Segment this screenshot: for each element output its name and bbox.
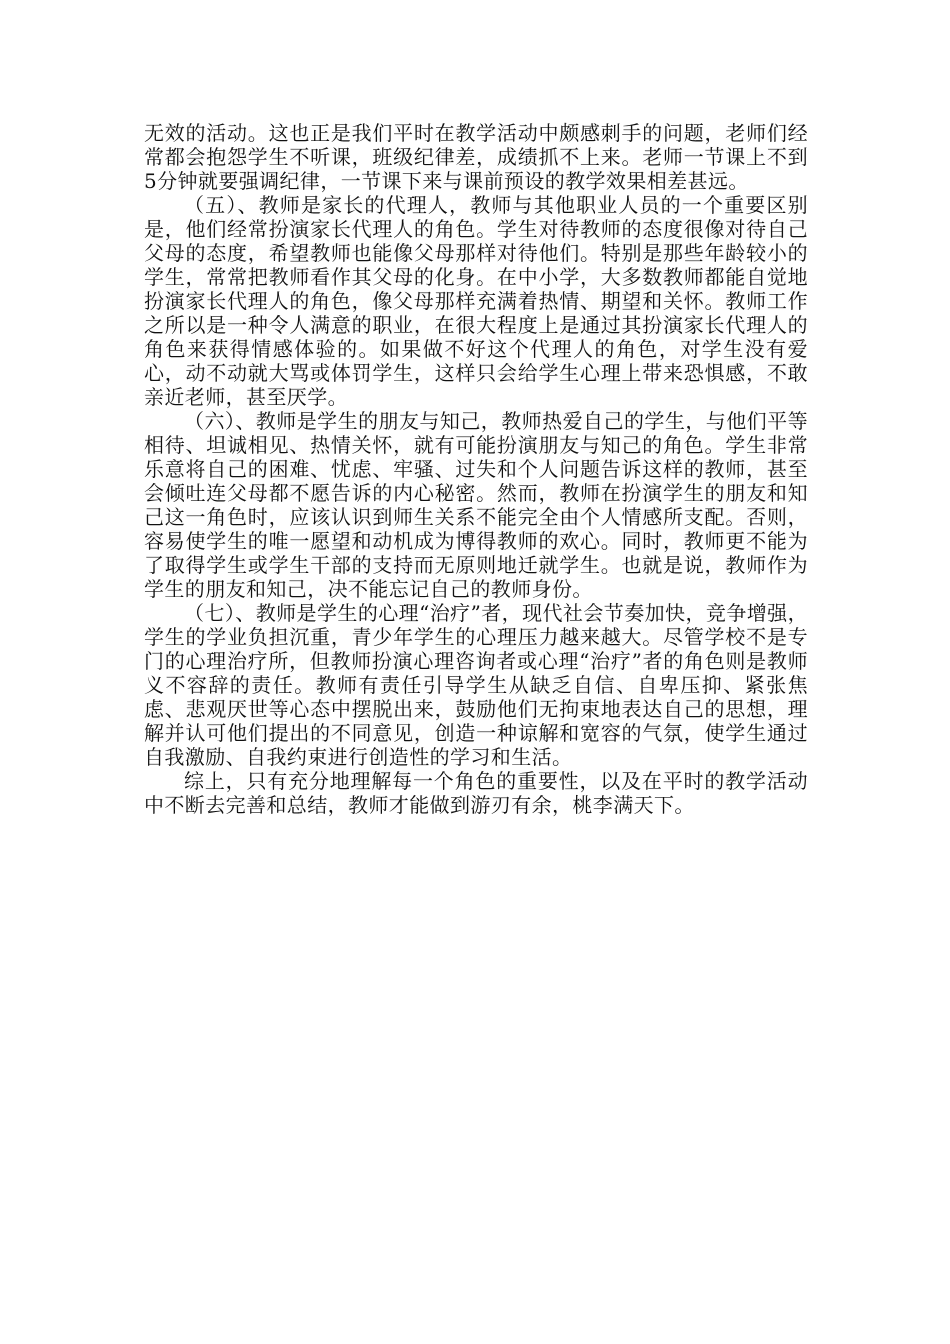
paragraph-conclusion: 综上，只有充分地理解每一个角色的重要性，以及在平时的教学活动中不断去完善和总结，教师才能做到游刃有余，桃李满天下。: [144, 769, 808, 817]
paragraph-role-psychological-therapist: （七）、教师是学生的心理“治疗”者，现代社会节奏加快，竞争增强，学生的学业负担沉重，青少年学生的心理压力越来越大。尽管学校不是专门的心理治疗所，但教师扮演心理咨询者或心理“治疗”者的角色则是教师义不容辞的责任。教师有责任引导学生从缺乏自信、自卑压抑、紧张焦虑、悲观厌世等心态中摆脱出来，鼓励他们无拘束地表达自己的思想，理解并认可他们提出的不同意见，创造一种谅解和宽容的气氛，使学生通过自我激励、自我约束进行创造性的学习和生活。: [144, 601, 808, 769]
paragraph-role-friend: （六）、教师是学生的朋友与知己，教师热爱自己的学生，与他们平等相待、坦诚相见、热情关怀，就有可能扮演朋友与知己的角色。学生非常乐意将自己的困难、忧虑、牢骚、过失和个人问题告诉这样的教师，甚至会倾吐连父母都不愿告诉的内心秘密。然而，教师在扮演学生的朋友和知己这一角色时，应该认识到师生关系不能完全由个人情感所支配。否则，容易使学生的唯一愿望和动机成为博得教师的欢心。同时，教师更不能为了取得学生或学生干部的支持而无原则地迁就学生。也就是说，教师作为学生的朋友和知己，决不能忘记自己的教师身份。: [144, 409, 808, 601]
document-body: [144, 121, 808, 817]
paragraph-continuation: 无效的活动。这也正是我们平时在教学活动中颇感刺手的问题，老师们经常都会抱怨学生不听课，班级纪律差，成绩抓不上来。老师一节课上不到5分钟就要强调纪律，一节课下来与课前预设的教学效果相差甚远。: [144, 121, 808, 193]
paragraph-role-parent-proxy: （五）、教师是家长的代理人，教师与其他职业人员的一个重要区别是，他们经常扮演家长代理人的角色。学生对待教师的态度很像对待自己父母的态度，希望教师也能像父母那样对待他们。特别是那些年龄较小的学生，常常把教师看作其父母的化身。在中小学，大多数教师都能自觉地扮演家长代理人的角色，像父母那样充满着热情、期望和关怀。教师工作之所以是一种令人满意的职业，在很大程度上是通过其扮演家长代理人的角色来获得情感体验的。如果做不好这个代理人的角色，对学生没有爱心，动不动就大骂或体罚学生，这样只会给学生心理上带来恐惧感，不敢亲近老师，甚至厌学。: [144, 193, 808, 409]
